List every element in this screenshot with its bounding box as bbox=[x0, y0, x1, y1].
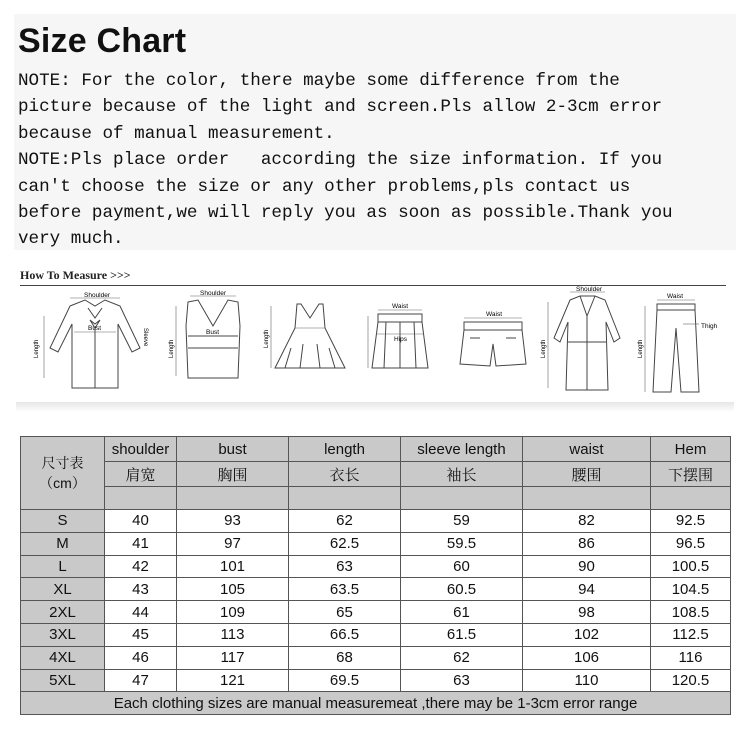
shoulder-label: Shoulder bbox=[84, 292, 111, 299]
table-cell: 65 bbox=[289, 601, 401, 624]
table-cell: 116 bbox=[651, 646, 731, 669]
size-cell: S bbox=[21, 510, 105, 533]
table-cell: 43 bbox=[105, 578, 177, 601]
table-cell: 61.5 bbox=[401, 623, 523, 646]
table-cell: 98 bbox=[523, 601, 651, 624]
table-row bbox=[21, 510, 731, 533]
skirt-illustration bbox=[360, 288, 440, 398]
note-line: can't choose the size or any other problems,pls contact us bbox=[18, 176, 631, 197]
size-cell: 5XL bbox=[21, 669, 105, 692]
column-header: bust bbox=[177, 437, 289, 462]
table-cell: 90 bbox=[523, 555, 651, 578]
table-cell: 59 bbox=[401, 510, 523, 533]
size-table bbox=[20, 436, 731, 715]
table-cell: 40 bbox=[105, 510, 177, 533]
table-cell: 60.5 bbox=[401, 578, 523, 601]
table-cell: 44 bbox=[105, 601, 177, 624]
waist-label: Waist bbox=[667, 293, 684, 300]
size-cell: M bbox=[21, 532, 105, 555]
table-cell: 121 bbox=[177, 669, 289, 692]
table-cell: 59.5 bbox=[401, 532, 523, 555]
column-header: Hem bbox=[651, 437, 731, 462]
table-row bbox=[21, 555, 731, 578]
table-cell: 47 bbox=[105, 669, 177, 692]
length-label: Length bbox=[638, 339, 644, 358]
table-cell: 68 bbox=[289, 646, 401, 669]
size-cell: L bbox=[21, 555, 105, 578]
length-label: Length bbox=[169, 339, 175, 358]
page-title: Size Chart bbox=[18, 22, 187, 60]
shirt-illustration bbox=[30, 288, 160, 398]
length-label: Length bbox=[34, 339, 40, 358]
corner-unit: （cm） bbox=[39, 475, 86, 491]
column-header-cn: 下摆围 bbox=[651, 462, 731, 487]
table-cell: 110 bbox=[523, 669, 651, 692]
table-cell: 102 bbox=[523, 623, 651, 646]
table-cell: 61 bbox=[401, 601, 523, 624]
table-row bbox=[21, 578, 731, 601]
table-cell: 60 bbox=[401, 555, 523, 578]
table-cell: 106 bbox=[523, 646, 651, 669]
size-cell: 2XL bbox=[21, 601, 105, 624]
table-footer-note: Each clothing sizes are manual measuremeat ,there may be 1-3cm error range bbox=[21, 692, 731, 715]
coat-illustration bbox=[540, 288, 635, 398]
note-line: before payment,we will reply you as soon as possible.Thank you bbox=[18, 203, 673, 224]
note-line: NOTE:Pls place order according the size information. If you bbox=[18, 150, 663, 171]
table-cell: 101 bbox=[177, 555, 289, 578]
table-row bbox=[21, 646, 731, 669]
table-row bbox=[21, 601, 731, 624]
table-corner-cell bbox=[21, 437, 105, 510]
table-cell: 46 bbox=[105, 646, 177, 669]
thigh-label: Thigh bbox=[701, 323, 718, 330]
table-cell: 92.5 bbox=[651, 510, 731, 533]
table-row bbox=[21, 623, 731, 646]
column-header-cn: 袖长 bbox=[401, 462, 523, 487]
table-cell: 97 bbox=[177, 532, 289, 555]
bust-label: Bust bbox=[206, 329, 220, 336]
size-cell: XL bbox=[21, 578, 105, 601]
table-cell: 105 bbox=[177, 578, 289, 601]
table-cell: 63.5 bbox=[289, 578, 401, 601]
table-cell: 108.5 bbox=[651, 601, 731, 624]
table-cell: 117 bbox=[177, 646, 289, 669]
table-cell: 86 bbox=[523, 532, 651, 555]
column-header-cn: 肩宽 bbox=[105, 462, 177, 487]
table-cell: 66.5 bbox=[289, 623, 401, 646]
table-cell: 41 bbox=[105, 532, 177, 555]
sleeve-label: Sleeve bbox=[142, 328, 148, 347]
table-cell: 62 bbox=[401, 646, 523, 669]
pants-illustration bbox=[635, 288, 725, 398]
table-cell: 69.5 bbox=[289, 669, 401, 692]
table-cell: 100.5 bbox=[651, 555, 731, 578]
shoulder-label: Shoulder bbox=[200, 290, 227, 297]
shorts-illustration bbox=[448, 288, 538, 398]
note-line: very much. bbox=[18, 229, 124, 250]
bust-label: Bust bbox=[88, 325, 102, 332]
table-cell: 112.5 bbox=[651, 623, 731, 646]
column-header: sleeve length bbox=[401, 437, 523, 462]
table-cell: 63 bbox=[289, 555, 401, 578]
table-cell: 62.5 bbox=[289, 532, 401, 555]
table-cell: 94 bbox=[523, 578, 651, 601]
note-line: because of manual measurement. bbox=[18, 123, 335, 144]
column-header: waist bbox=[523, 437, 651, 462]
hips-label: Hips bbox=[394, 336, 408, 343]
notes-text bbox=[18, 68, 738, 253]
tank-top-illustration bbox=[168, 288, 258, 398]
table-cell: 45 bbox=[105, 623, 177, 646]
column-header-cn: 腰围 bbox=[523, 462, 651, 487]
size-cell: 4XL bbox=[21, 646, 105, 669]
note-line: picture because of the light and screen.Pls allow 2-3cm error bbox=[18, 97, 663, 118]
table-cell: 96.5 bbox=[651, 532, 731, 555]
length-label: Length bbox=[264, 329, 270, 348]
table-cell: 109 bbox=[177, 601, 289, 624]
column-header-cn: 衣长 bbox=[289, 462, 401, 487]
divider bbox=[20, 285, 726, 286]
corner-label: 尺寸表 bbox=[41, 455, 84, 471]
table-row bbox=[21, 669, 731, 692]
waist-label: Waist bbox=[486, 311, 503, 318]
how-to-measure-title: How To Measure >>> bbox=[20, 268, 131, 282]
table-cell: 62 bbox=[289, 510, 401, 533]
table-cell: 93 bbox=[177, 510, 289, 533]
size-cell: 3XL bbox=[21, 623, 105, 646]
waist-label: Waist bbox=[392, 303, 409, 310]
table-cell: 113 bbox=[177, 623, 289, 646]
column-header: length bbox=[289, 437, 401, 462]
table-cell: 104.5 bbox=[651, 578, 731, 601]
table-row bbox=[21, 532, 731, 555]
dress-illustration bbox=[265, 288, 355, 398]
table-cell: 63 bbox=[401, 669, 523, 692]
column-header-cn: 胸围 bbox=[177, 462, 289, 487]
note-line: NOTE: For the color, there maybe some difference from the bbox=[18, 71, 620, 91]
column-header: shoulder bbox=[105, 437, 177, 462]
length-label: Length bbox=[541, 339, 547, 358]
table-cell: 82 bbox=[523, 510, 651, 533]
table-cell: 120.5 bbox=[651, 669, 731, 692]
table-cell: 42 bbox=[105, 555, 177, 578]
shoulder-label: Shoulder bbox=[576, 286, 603, 293]
